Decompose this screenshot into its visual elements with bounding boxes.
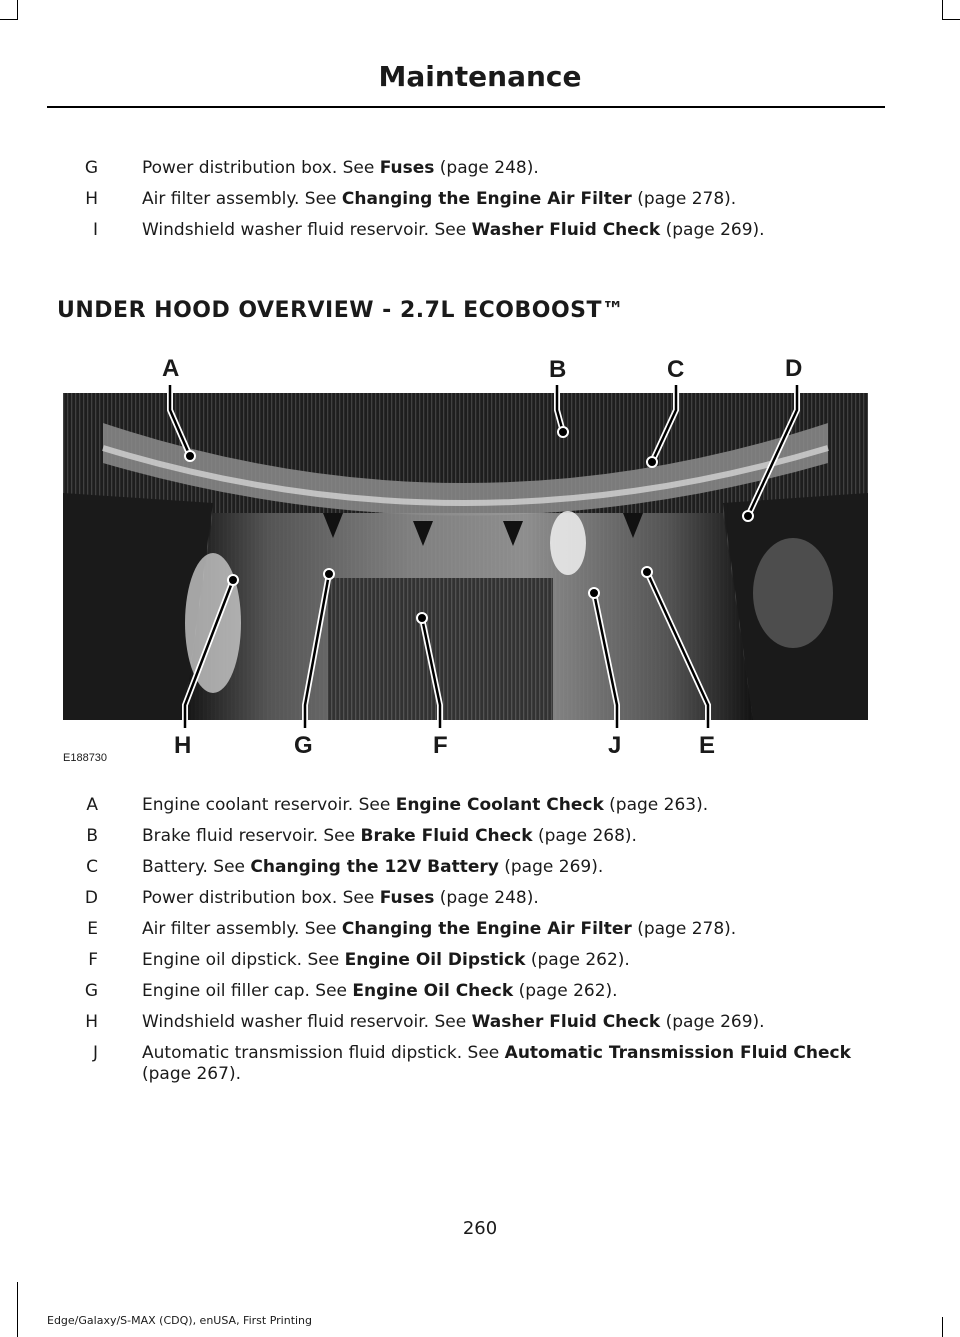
cross-reference-link[interactable]: Automatic Transmission Fluid Check: [504, 1043, 851, 1063]
crop-mark: [942, 1317, 943, 1337]
callout-letter-b: B: [549, 356, 567, 383]
cross-reference-link[interactable]: Washer Fluid Check: [471, 220, 661, 240]
legend-letter: B: [86, 826, 98, 846]
legend-text: Power distribution box. See Fuses (page 248).: [142, 158, 539, 178]
cross-reference-link[interactable]: Washer Fluid Check: [471, 1012, 661, 1032]
legend-letter: I: [92, 220, 98, 240]
legend-letter: G: [84, 981, 98, 1001]
callout-letter-f: F: [433, 732, 448, 759]
page-number: 260: [462, 1218, 498, 1239]
legend-letter: G: [84, 158, 98, 178]
cross-reference-link[interactable]: Changing the Engine Air Filter: [341, 919, 632, 939]
callout-letter-g: G: [294, 732, 313, 759]
legend-letter: A: [86, 795, 98, 815]
print-info: Edge/Galaxy/S-MAX (CDQ), enUSA, First Printing: [47, 1314, 313, 1327]
legend-text: Windshield washer fluid reservoir. See Washer Fluid Check (page 269).: [142, 1012, 765, 1032]
cross-reference-link[interactable]: Engine Coolant Check: [395, 795, 604, 815]
callout-letter-d: D: [785, 355, 803, 382]
legend-text: Battery. See Changing the 12V Battery (page 269).: [142, 857, 604, 877]
cross-reference-link[interactable]: Changing the Engine Air Filter: [341, 189, 632, 209]
cross-reference-link[interactable]: Brake Fluid Check: [360, 826, 533, 846]
legend-text: Windshield washer fluid reservoir. See Washer Fluid Check (page 269).: [142, 220, 765, 240]
callout-dot: [417, 613, 427, 623]
legend-text: Engine oil dipstick. See Engine Oil Dipstick (page 262).: [142, 950, 630, 970]
callout-dot: [558, 427, 568, 437]
callout-dot: [743, 511, 753, 521]
legend-text: Air filter assembly. See Changing the Engine Air Filter (page 278).: [142, 919, 737, 939]
legend-text: Automatic transmission fluid dipstick. See Automatic Transmission Fluid Check (page 267).: [142, 1043, 851, 1084]
legend-letter: C: [86, 857, 98, 877]
legend-text: Engine coolant reservoir. See Engine Coolant Check (page 263).: [142, 795, 709, 815]
callout-letter-j: J: [608, 732, 622, 759]
legend-letter: D: [84, 888, 98, 908]
crop-mark: [17, 1282, 18, 1337]
section-title: UNDER HOOD OVERVIEW - 2.7L ECOBOOST™: [57, 298, 625, 323]
legend-text: Air filter assembly. See Changing the Engine Air Filter (page 278).: [142, 189, 737, 209]
legend-text: Engine oil filler cap. See Engine Oil Check (page 262).: [142, 981, 618, 1001]
cross-reference-link[interactable]: Fuses: [379, 888, 435, 908]
legend-letter: F: [88, 950, 98, 970]
legend-text: Power distribution box. See Fuses (page 248).: [142, 888, 539, 908]
callout-dot: [647, 457, 657, 467]
legend-letter: E: [87, 919, 98, 939]
cross-reference-link[interactable]: Fuses: [379, 158, 435, 178]
cross-reference-link[interactable]: Engine Oil Check: [352, 981, 514, 1001]
callout-dot: [324, 569, 334, 579]
page-header-title: Maintenance: [378, 60, 582, 93]
callout-letter-a: A: [162, 355, 180, 382]
legend-letter: H: [85, 1012, 98, 1032]
callout-letter-e: E: [699, 732, 716, 759]
callout-dot: [228, 575, 238, 585]
callout-dot: [642, 567, 652, 577]
legend-letter: J: [92, 1043, 98, 1063]
callout-letter-c: C: [667, 356, 685, 383]
figure-id: E188730: [63, 752, 108, 764]
legend-letter: H: [85, 189, 98, 209]
legend-text: Brake fluid reservoir. See Brake Fluid Check (page 268).: [142, 826, 637, 846]
callout-dot: [185, 451, 195, 461]
cross-reference-link[interactable]: Engine Oil Dipstick: [344, 950, 526, 970]
callout-dot: [589, 588, 599, 598]
callout-letter-h: H: [174, 732, 192, 759]
cross-reference-link[interactable]: Changing the 12V Battery: [250, 857, 499, 877]
